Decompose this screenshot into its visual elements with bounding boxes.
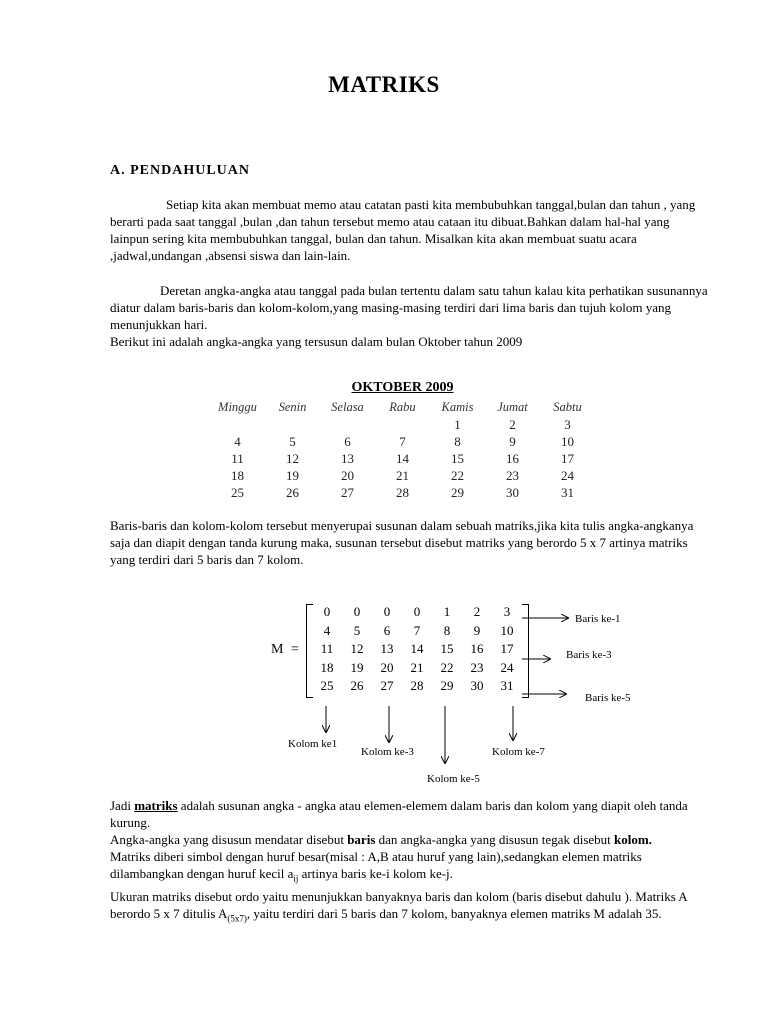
definition-paragraph: [110, 797, 710, 927]
calendar-day-cell: 20: [341, 467, 354, 483]
calendar-day-cell: 17: [561, 450, 574, 466]
col-label-3: Kolom ke-3: [361, 746, 414, 758]
matrix-cell: 23: [470, 659, 484, 675]
calendar-day-cell: 22: [451, 467, 464, 483]
matrix-cell: 16: [470, 641, 484, 657]
calendar-intro-text: Deretan angka-angka atau tanggal pada bulan tertentu dalam satu tahun kalau kita perhatikan susunannya diatur dalam baris-baris dan kolom-kolom,yang masing-masing terdiri dari lima baris dan tujuh kolom yang menunjukkan hari.: [110, 283, 708, 332]
term-matriks: matriks: [134, 798, 178, 813]
calendar-day-cell: 14: [396, 450, 409, 466]
matrix-cell: 2: [473, 604, 481, 620]
matrix-cell: 27: [380, 678, 394, 694]
matrix-label: M: [271, 642, 284, 657]
def-s3-subscript: ij: [293, 873, 299, 884]
matrix-cell: 7: [413, 622, 421, 638]
calendar-day-cell: 2: [509, 416, 516, 432]
col-label-1: Kolom ke1: [288, 738, 338, 750]
def-s2a: Angka-angka yang disusun mendatar disebut: [110, 832, 348, 847]
intro-text: Setiap kita akan membuat memo atau catatan pasti kita membubuhkan tanggal,bulan dan tahun , yang berarti pada saat tanggal ,bulan ,dan tahun tersebut memo atau cataan itu dibuat.Bahkan dalam hal-hal yang lainpun sering kita membubuhkan tanggal, bulan dan tahun. Misalkan kita akan membuat suatu acara ,jadwal,undangan ,absensi siswa dan lain-lain.: [110, 197, 696, 263]
row-label-3: Baris ke-3: [566, 649, 612, 661]
matrix-cell: 0: [383, 604, 391, 620]
matrix-cell: 15: [440, 641, 454, 657]
col-label-7: Kolom ke-7: [492, 746, 545, 758]
matrix-cell: 0: [353, 604, 361, 620]
calendar-day-cell: 5: [289, 433, 296, 449]
col-label-5: Kolom ke-5: [427, 773, 480, 785]
calendar-day-cell: 1: [454, 416, 461, 432]
matrix-cell: 24: [500, 659, 514, 675]
calendar-day-cell: 10: [561, 433, 574, 449]
matrix-cell: 31: [500, 678, 514, 694]
def-s3c: artinya baris ke-i kolom ke-j.: [298, 866, 453, 881]
matrix-cell: 30: [470, 678, 484, 694]
calendar-day-cell: 11: [231, 450, 244, 466]
matrix-cell: 12: [350, 641, 364, 657]
matrix-cell: 22: [440, 659, 454, 675]
matrix-cell: 26: [350, 678, 364, 694]
calendar-day-cell: 30: [506, 484, 519, 500]
matrix-cell: 19: [350, 659, 364, 675]
def-s4c: , yaitu terdiri dari 5 baris dan 7 kolom, banyaknya elemen matriks M adalah 35.: [246, 905, 662, 921]
calendar-day-cell: 7: [399, 433, 406, 449]
def-s4-subscript: (5x7): [227, 913, 247, 924]
matrix-cell: 0: [413, 604, 421, 620]
calendar-day-cell: 19: [286, 467, 299, 483]
matrix-cell: 1: [443, 604, 451, 620]
calendar-day-cell: 24: [561, 467, 574, 483]
calendar-day-cell: 29: [451, 484, 464, 500]
calendar-day-cell: 9: [509, 433, 516, 449]
matrix-cell: 21: [410, 659, 424, 675]
matrix-cell: 28: [410, 678, 424, 694]
day-header: Minggu: [218, 400, 257, 414]
calendar-day-cell: 12: [286, 450, 299, 466]
def-s3a: Matriks diberi simbol dengan huruf besar(misal : A,B atau huruf yang lain),sedangkan elemen matriks dilambangkan dengan huruf kecil a: [110, 849, 642, 881]
page-title: MATRIKS: [328, 72, 440, 97]
calendar-day-cell: 15: [451, 450, 464, 466]
matrix-cell: 20: [380, 659, 394, 675]
matrix-cell: 0: [323, 604, 331, 620]
day-header: Jumat: [497, 400, 528, 414]
matrix-cell: 25: [320, 678, 334, 694]
calendar-title: OKTOBER 2009: [351, 380, 454, 395]
calendar-day-cell: 3: [564, 416, 571, 432]
matrix-intro-paragraph: Baris-baris dan kolom-kolom tersebut menyerupai susunan dalam sebuah matriks,jika kita tulis angka-angkanya saja dan diapit dengan tanda kurung maka, susunan tersebut disebut matriks yang berordo 5 x 7 artinya matriks yang terdiri dari 5 baris dan 7 kolom.: [110, 518, 694, 567]
section-heading: A. PENDAHULUAN: [110, 163, 250, 178]
matrix-cell: 3: [503, 604, 511, 620]
term-kolom: kolom.: [614, 832, 652, 847]
calendar-day-cell: 27: [341, 484, 354, 500]
def-s1c: adalah susunan angka - angka atau elemen-elemem dalam baris dan kolom yang diapit oleh tanda kurung.: [110, 798, 688, 830]
calendar-day-cell: 26: [286, 484, 299, 500]
day-header: Kamis: [441, 400, 474, 414]
day-header: Selasa: [331, 400, 364, 414]
calendar-day-cell: 4: [234, 433, 241, 449]
row-label-5: Baris ke-5: [585, 692, 631, 704]
day-header: Sabtu: [553, 400, 582, 414]
day-header: Senin: [278, 400, 307, 414]
calendar-day-cell: 8: [454, 433, 461, 449]
calendar-day-cell: 23: [506, 467, 519, 483]
calendar-day-cell: 31: [561, 484, 574, 500]
matrix-cell: 14: [410, 641, 424, 657]
matrix-cell: 18: [320, 659, 334, 675]
def-s1a: Jadi: [110, 798, 135, 813]
matrix-cell: 6: [383, 622, 391, 638]
def-s2c: dan angka-angka yang disusun tegak disebut: [375, 832, 615, 847]
matrix-cell: 8: [443, 622, 451, 638]
matrix-cell: 13: [380, 641, 394, 657]
calendar-day-cell: 16: [506, 450, 519, 466]
matrix-cell: 11: [320, 641, 334, 657]
matrix-cell: 9: [473, 622, 481, 638]
calendar-day-cell: 21: [396, 467, 409, 483]
day-header: Rabu: [389, 400, 416, 414]
matrix-cell: 5: [353, 622, 361, 638]
calendar-day-cell: 18: [231, 467, 244, 483]
matrix-cell: 17: [500, 641, 514, 657]
matrix-cell: 10: [500, 622, 514, 638]
calendar-day-cell: 28: [396, 484, 409, 500]
calendar-lead-text: Berikut ini adalah angka-angka yang tersusun dalam bulan Oktober tahun 2009: [110, 334, 523, 349]
matrix-cell: 4: [323, 622, 331, 638]
calendar-day-cell: 6: [344, 433, 351, 449]
row-label-1: Baris ke-1: [575, 613, 621, 625]
matrix-equals: =: [291, 642, 299, 657]
def-s4a: Ukuran matriks disebut ordo yaitu menunjukkan banyaknya baris dan kolom (baris disebut dahulu ). Matriks A berordo 5 x 7 ditulis A: [110, 888, 687, 921]
term-baris: baris: [347, 832, 376, 847]
matrix-cell: 29: [440, 678, 454, 694]
calendar-day-cell: 13: [341, 450, 354, 466]
calendar-day-cell: 25: [231, 484, 244, 500]
